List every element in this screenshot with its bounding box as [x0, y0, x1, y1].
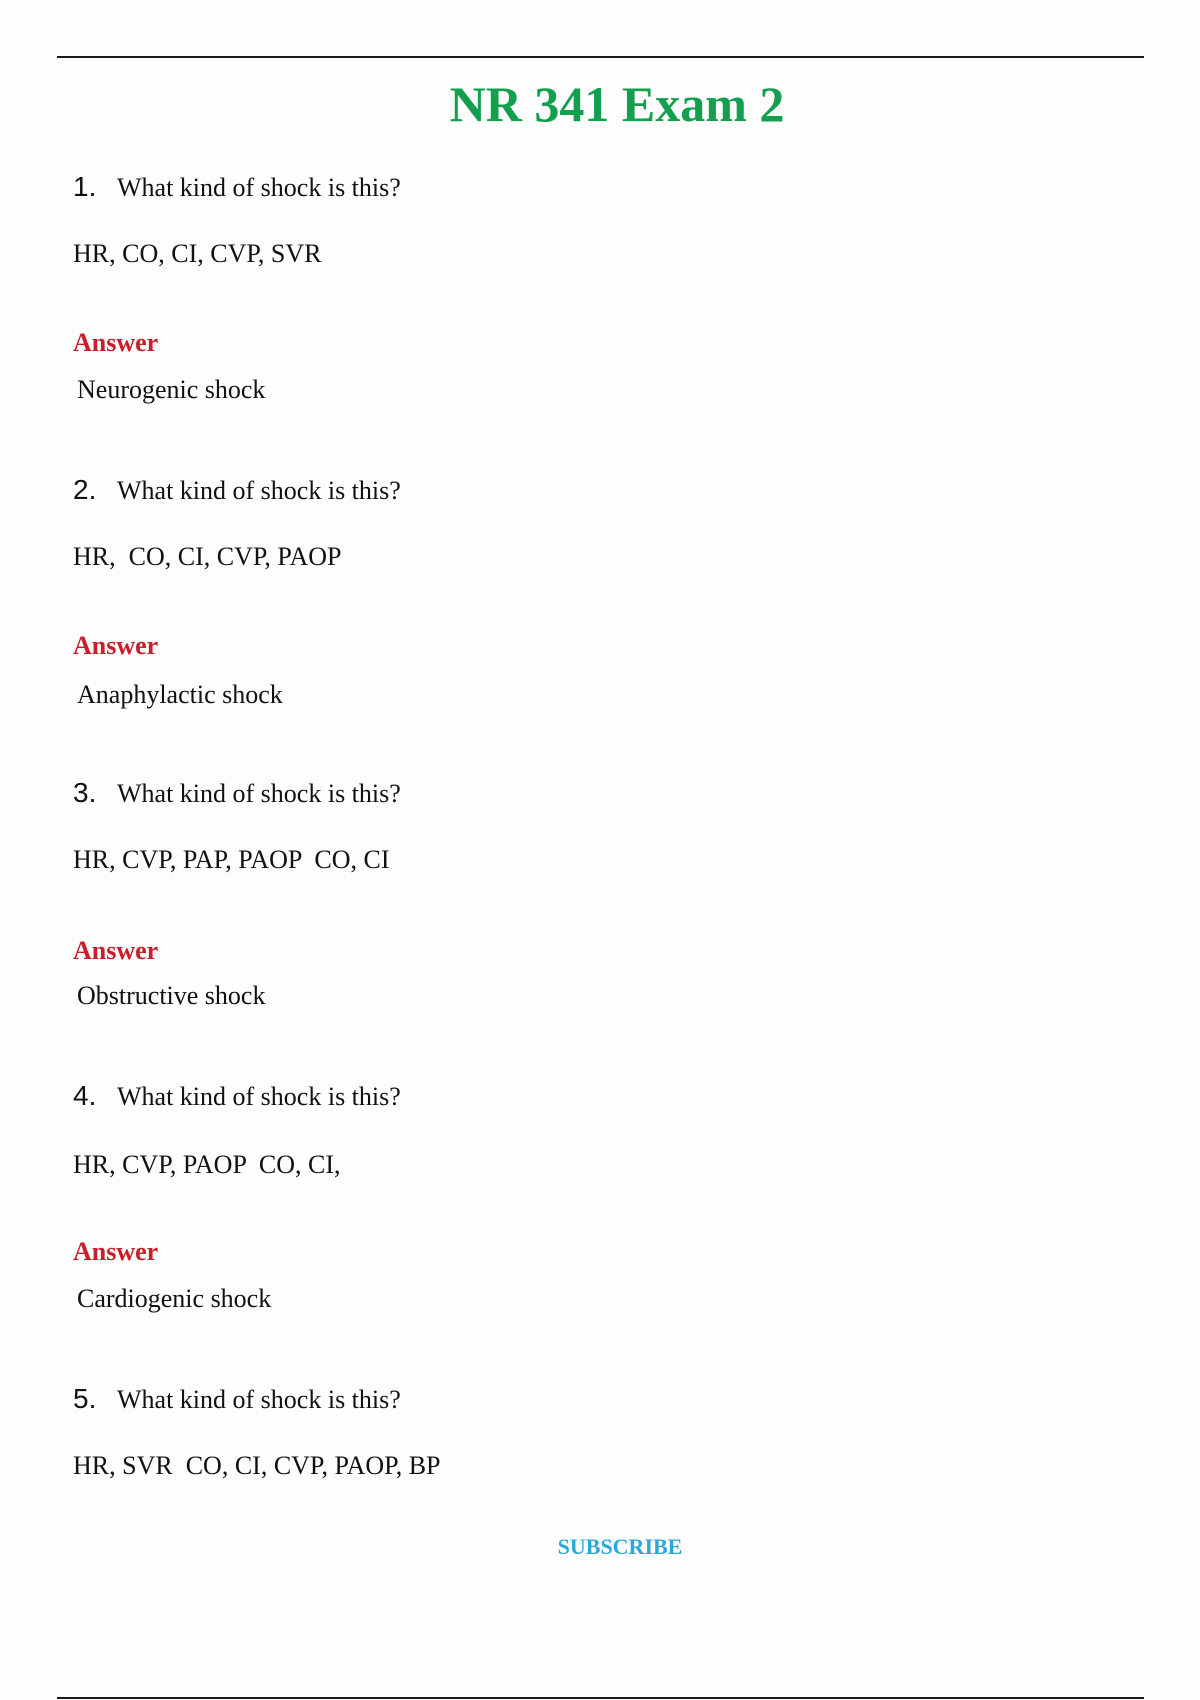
question-text: What kind of shock is this?	[117, 476, 401, 505]
question-number: 2.	[73, 474, 97, 505]
question-parameters: HR, CVP, PAOP CO, CI,	[73, 1150, 341, 1179]
question-line	[73, 776, 401, 811]
question-parameters: HR, CO, CI, CVP, PAOP	[73, 542, 342, 571]
answer-label: Answer	[73, 631, 159, 660]
subscribe-link[interactable]: SUBSCRIBE	[557, 1534, 683, 1559]
question-text: What kind of shock is this?	[117, 1385, 401, 1414]
question-text: What kind of shock is this?	[117, 1082, 401, 1111]
document-title: NR 341 Exam 2	[449, 76, 785, 132]
question-line	[73, 1079, 401, 1114]
answer-text: Neurogenic shock	[77, 375, 266, 404]
question-text: What kind of shock is this?	[117, 779, 401, 808]
question-parameters: HR, SVR CO, CI, CVP, PAOP, BP	[73, 1451, 441, 1480]
question-number: 5.	[73, 1383, 97, 1414]
question-block	[73, 473, 1073, 773]
question-parameters: HR, CO, CI, CVP, SVR	[73, 239, 322, 268]
answer-text: Anaphylactic shock	[77, 680, 283, 709]
question-block	[73, 776, 1073, 1076]
question-line	[73, 1382, 401, 1417]
question-line	[73, 473, 401, 508]
question-line	[73, 170, 401, 205]
question-block	[73, 1079, 1073, 1379]
top-rule	[57, 56, 1144, 58]
question-number: 1.	[73, 171, 97, 202]
question-parameters: HR, CVP, PAP, PAOP CO, CI	[73, 845, 390, 874]
bottom-rule	[57, 1697, 1144, 1699]
question-text: What kind of shock is this?	[117, 173, 401, 202]
answer-label: Answer	[73, 1237, 159, 1266]
question-block	[73, 1382, 1073, 1502]
answer-text: Cardiogenic shock	[77, 1284, 272, 1313]
question-number: 4.	[73, 1080, 97, 1111]
answer-label: Answer	[73, 328, 159, 357]
question-block	[73, 170, 1073, 470]
answer-text: Obstructive shock	[77, 981, 266, 1010]
question-number: 3.	[73, 777, 97, 808]
answer-label: Answer	[73, 936, 159, 965]
